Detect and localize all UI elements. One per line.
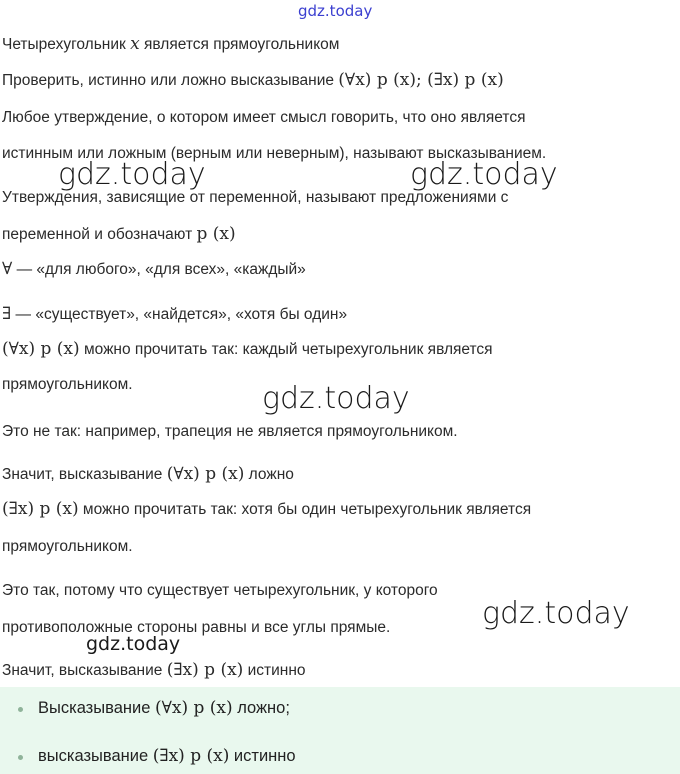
text-line: Значит, высказывание (∃x) p (x) истинно [2,660,306,680]
text-line: истинным или ложным (верным или неверным), называют высказыванием. [2,145,547,162]
bullet-dot-icon [18,707,23,712]
text-line: ∀ — «для любого», «для всех», «каждый» [2,259,306,279]
text-line: Четырехугольник x является прямоугольником [2,34,340,54]
watermark-top: gdz.today [298,2,373,20]
text-line: Проверить, истинно или ложно высказывание (∀x) p (x); (∃x) p (x) [2,70,504,90]
watermark: gdz.today [262,381,410,416]
text-line: противоположные стороны равны и все углы прямые. [2,619,391,636]
summary-item: высказывание (∃x) p (x) истинно [38,746,296,766]
text-line: прямоугольником. [2,376,133,393]
text-line: (∃x) p (x) можно прочитать так: хотя бы один четырехугольник является [2,499,532,519]
bullet-dot-icon [18,755,23,760]
text-line: переменной и обозначают p (x) [2,224,236,244]
summary-box [0,687,680,774]
text-line: ∃ — «существует», «найдется», «хотя бы один» [2,304,348,324]
watermark: gdz.today [58,157,206,192]
watermark: gdz.today [410,157,558,192]
watermark: gdz.today [482,596,630,631]
text-line: Любое утверждение, о котором имеет смысл говорить, что оно является [2,109,526,126]
text-line: Это так, потому что существует четырехугольник, у которого [2,582,438,599]
text-line: прямоугольником. [2,538,133,555]
summary-item: Высказывание (∀x) p (x) ложно; [38,698,290,718]
text-line: Это не так: например, трапеция не является прямоугольником. [2,423,458,440]
text-line: Значит, высказывание (∀x) p (x) ложно [2,464,294,484]
watermark: gdz.today [86,633,181,655]
text-line: (∀x) p (x) можно прочитать так: каждый четырехугольник является [2,339,493,359]
text-line: Утверждения, зависящие от переменной, называют предложениями с [2,189,509,206]
